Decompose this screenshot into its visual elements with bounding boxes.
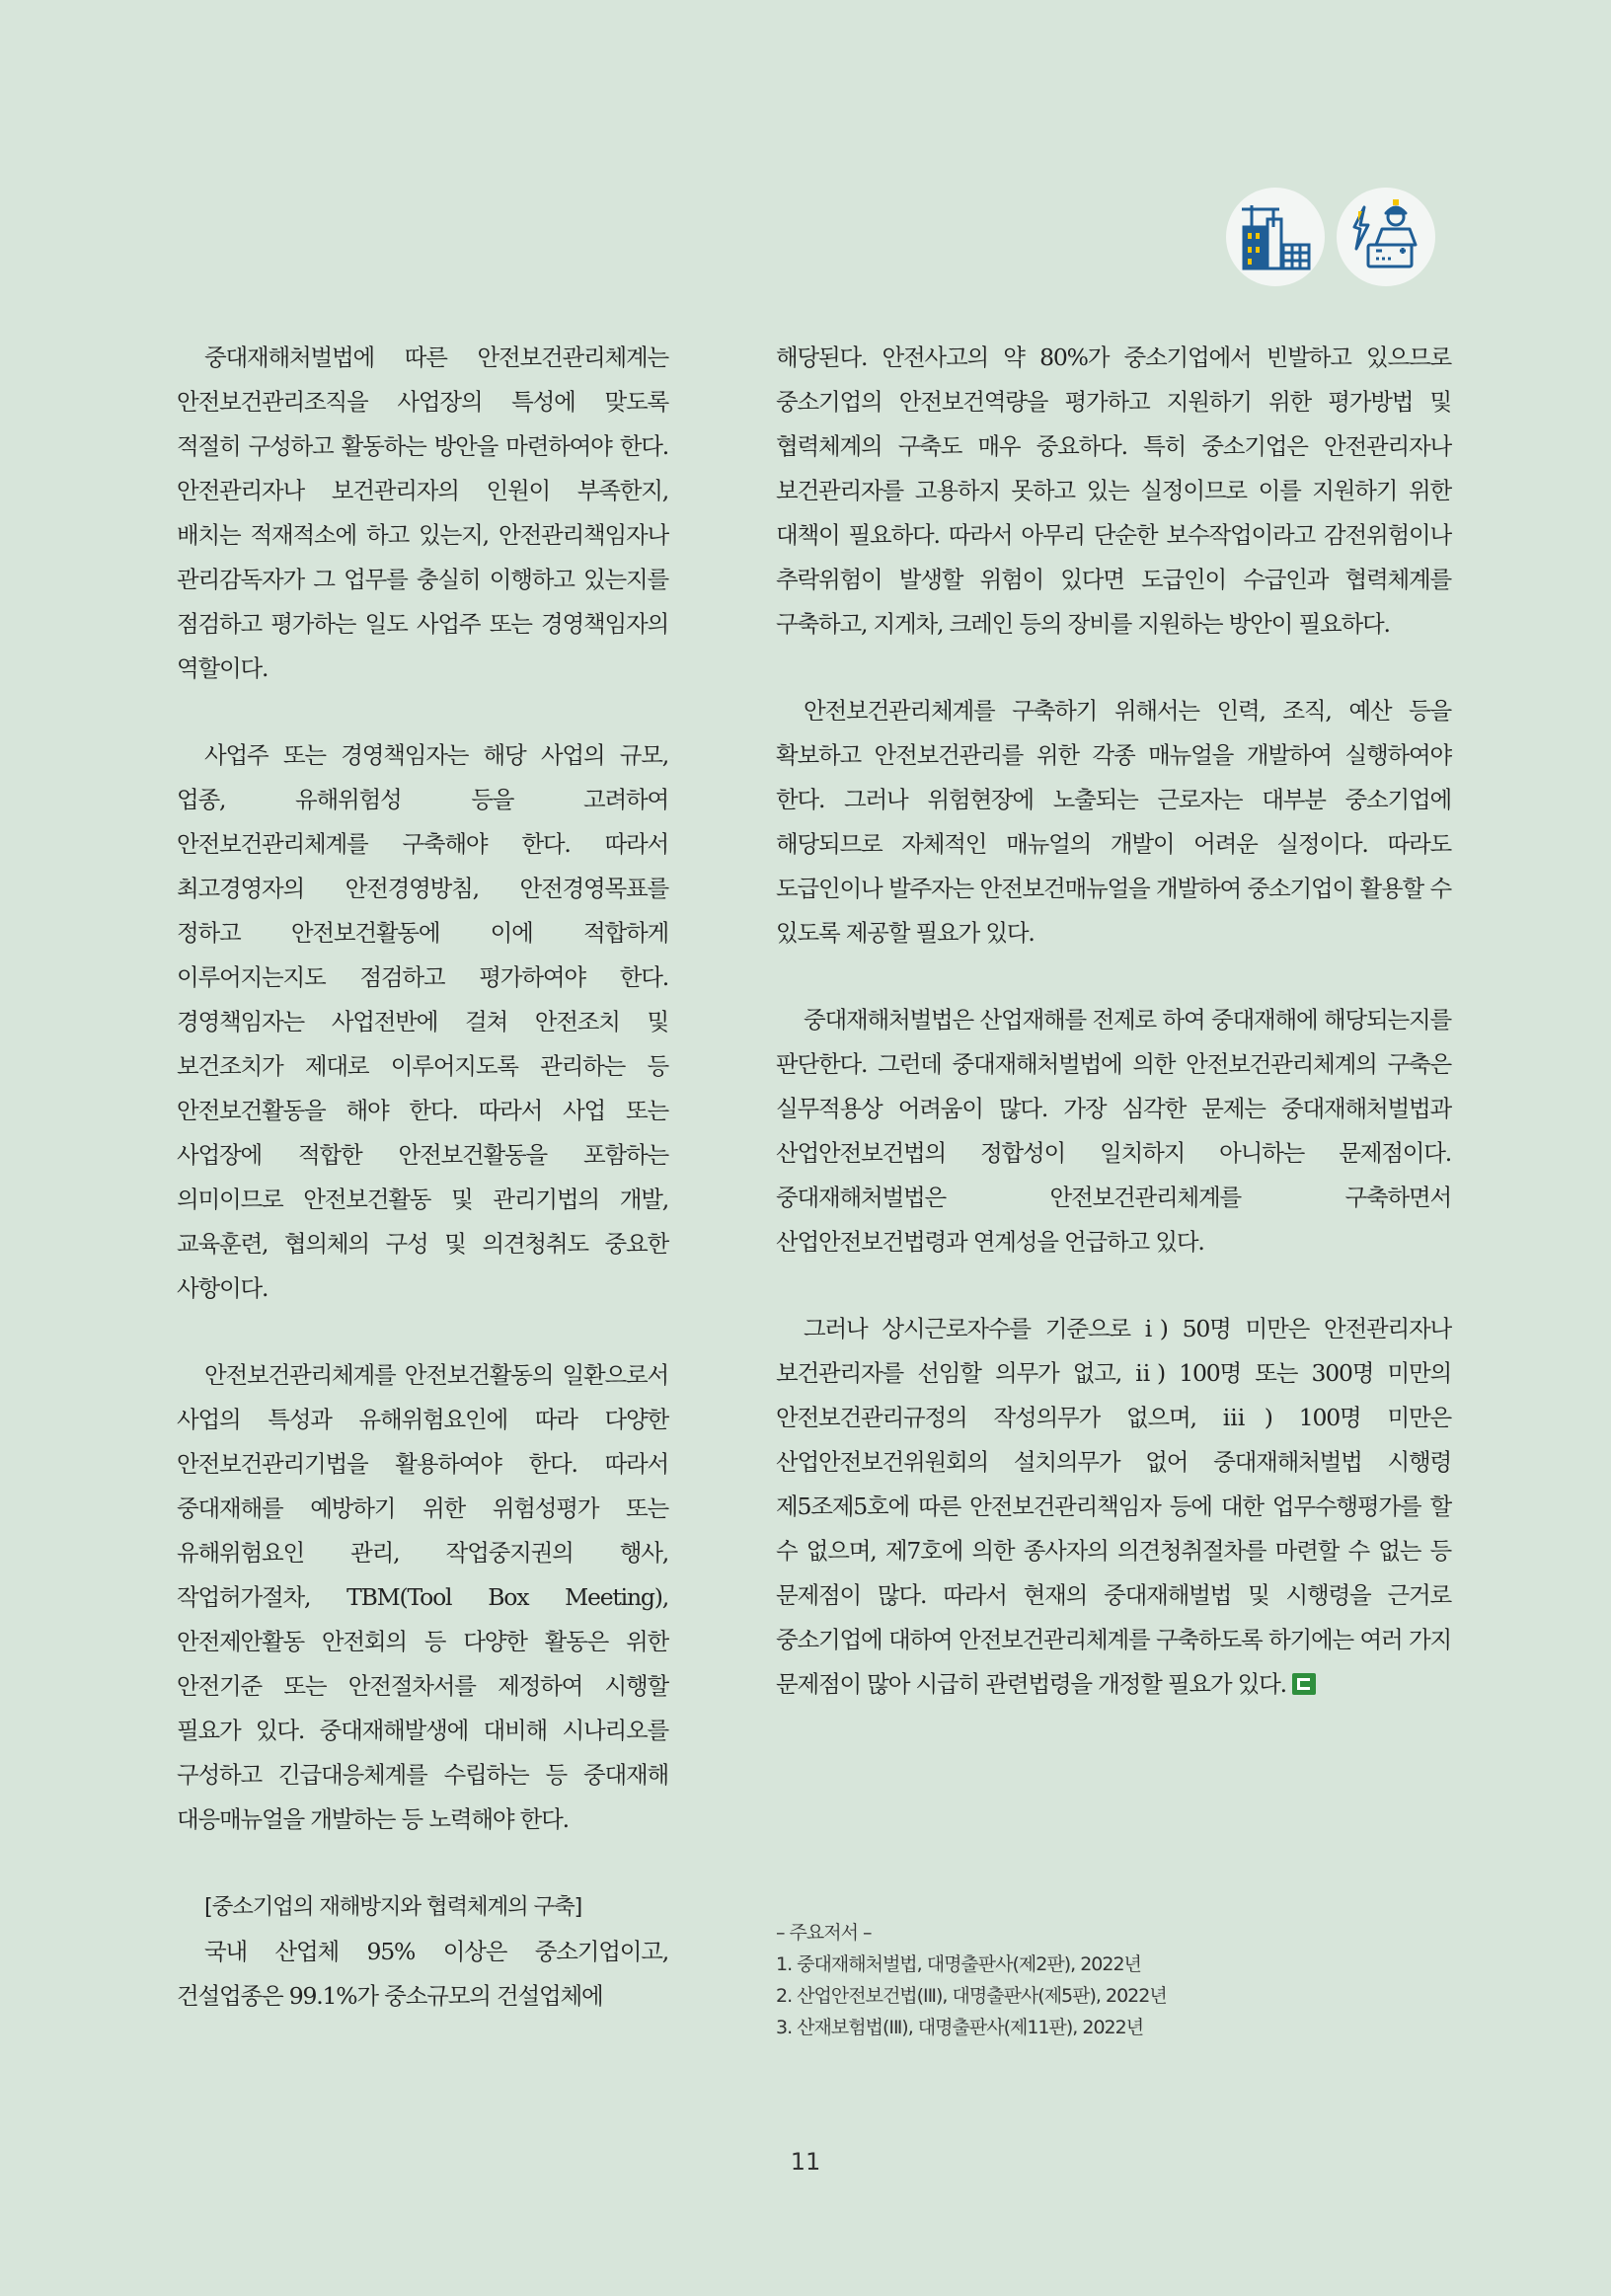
header-icons [1226, 188, 1435, 286]
end-mark-icon [1292, 1673, 1316, 1695]
right-column [776, 336, 1451, 1707]
right-paragraph-3: 중대재해처벌법은 산업재해를 전제로 하여 중대재해에 해당되는지를 판단한다. 그런데 중대재해처벌법에 의한 안전보건관리체계의 구축은 실무적용상 어려움이 많다. 가장 심각한 문제는 중대재해처벌법과 산업안전보건법의 정합성이 일치하지 아니하는 문제점이다. 중대재해처벌법은 안전보건관리체계를 구축하면서 산업안전보건법령과 연계성을 언급하고 있다. [776, 1006, 1451, 1256]
reference-item: 1. 중대재해처벌법, 대명출판사(제2판), 2022년 [776, 1953, 1141, 1975]
right-paragraph-2: 안전보건관리체계를 구축하기 위해서는 인력, 조직, 예산 등을 확보하고 안전보건관리를 위한 각종 매뉴얼을 개발하여 실행하여야 한다. 그러나 위험현장에 노출되는 근로자는 대부분 중소기업에 해당되므로 자체적인 매뉴얼의 개발이 어려운 실정이다. 따라도 도급인이나 발주자는 안전보건매뉴얼을 개발하여 중소기업이 활용할 수 있도록 제공할 필요가 있다. [776, 697, 1451, 947]
left-paragraph-3: 안전보건관리체계를 안전보건활동의 일환으로서 사업의 특성과 유해위험요인에 따라 다양한 안전보건관리기법을 활용하여야 한다. 따라서 중대재해를 예방하기 위한 위험성평가 또는 유해위험요인 관리, 작업중지권의 행사, 작업허가절차, TBM(Tool Box Meeting), 안전제안활동 안전회의 등 다양한 활동은 위한 안전기준 또는 안전절차서를 제정하여 시행할 필요가 있다. 중대재해발생에 대비해 시나리오를 구성하고 긴급대응체계를 수립하는 등 중대재해 대응매뉴얼을 개발하는 등 노력해야 한다. [177, 1361, 668, 1833]
references [776, 1917, 1167, 2043]
section-block [177, 1885, 668, 2019]
section-heading: [중소기업의 재해방지와 협력체계의 구축] [204, 1894, 582, 1920]
worker-electric-icon [1337, 188, 1435, 286]
reference-item: 3. 산재보험법(ⅠⅡ), 대명출판사(제11판), 2022년 [776, 2017, 1144, 2038]
page-number: 11 [790, 2148, 821, 2176]
reference-item: 2. 산업안전보건법(ⅠⅡ), 대명출판사(제5판), 2022년 [776, 1985, 1167, 2007]
section-text: 국내 산업체 95% 이상은 중소기업이고, 건설업종은 99.1%가 중소규모의 건설업체에 [177, 1938, 668, 2010]
left-column [177, 336, 668, 2019]
references-title: – 주요저서 – [776, 1922, 872, 1944]
right-paragraph-4: 그러나 상시근로자수를 기준으로 ⅰ) 50명 미만은 안전관리자나 보건관리자를 선임할 의무가 없고, ⅱ) 100명 또는 300명 미만의 안전보건관리규정의 작성의무가 없으며, ⅲ) 100명 미만은 산업안전보건위원회의 설치의무가 없어 중대재해처벌법 시행령 제5조제5호에 따른 안전보건관리책임자 등에 대한 업무수행평가를 할 수 없으며, 제7호에 의한 종사자의 의견청취절차를 마련할 수 없는 등 문제점이 많다. 따라서 현재의 중대재해벌법 및 시행령을 근거로 중소기업에 대하여 안전보건관리체계를 구축하도록 하기에는 여러 가지 문제점이 많아 시급히 관련법령을 개정할 필요가 있다. [776, 1315, 1451, 1698]
right-paragraph-4-wrap [776, 1307, 1451, 1707]
right-paragraph-1: 해당된다. 안전사고의 약 80%가 중소기업에서 빈발하고 있으므로 중소기업의 안전보건역량을 평가하고 지원하기 위한 평가방법 및 협력체계의 구축도 매우 중요하다. 특히 중소기업은 안전관리자나 보건관리자를 고용하지 못하고 있는 실정이므로 이를 지원하기 위한 대책이 필요하다. 따라서 아무리 단순한 보수작업이라고 감전위험이나 추락위험이 발생할 위험이 있다면 도급인이 수급인과 협력체계를 구축하고, 지게차, 크레인 등의 장비를 지원하는 방안이 필요하다. [776, 344, 1451, 638]
left-paragraph-1: 중대재해처벌법에 따른 안전보건관리체계는 안전보건관리조직을 사업장의 특성에 맞도록 적절히 구성하고 활동하는 방안을 마련하여야 한다. 안전관리자나 보건관리자의 인원이 부족한지, 배치는 적재적소에 하고 있는지, 안전관리책임자나 관리감독자가 그 업무를 충실히 이행하고 있는지를 점검하고 평가하는 일도 사업주 또는 경영책임자의 역할이다. [177, 344, 668, 682]
crane-building-icon [1226, 188, 1325, 286]
left-paragraph-2: 사업주 또는 경영책임자는 해당 사업의 규모, 업종, 유해위험성 등을 고려하여 안전보건관리체계를 구축해야 한다. 따라서 최고경영자의 안전경영방침, 안전경영목표를 정하고 안전보건활동에 이에 적합하게 이루어지는지도 점검하고 평가하여야 한다. 경영책임자는 사업전반에 걸쳐 안전조치 및 보건조치가 제대로 이루어지도록 관리하는 등 안전보건활동을 해야 한다. 따라서 사업 또는 사업장에 적합한 안전보건활동을 포함하는 의미이므로 안전보건활동 및 관리기법의 개발, 교육훈련, 협의체의 구성 및 의견청취도 중요한 사항이다. [177, 741, 668, 1302]
